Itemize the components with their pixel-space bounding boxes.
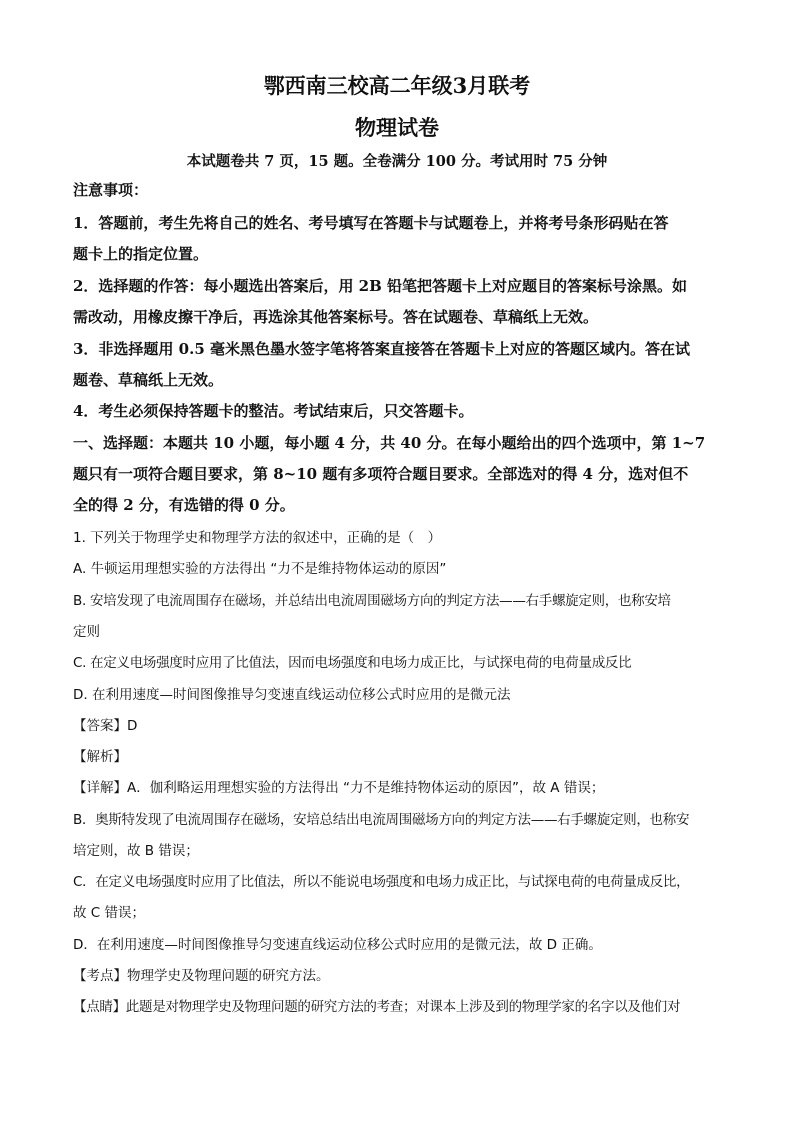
notice-line: 需改动，用橡皮擦干净后，再选涂其他答案标号。答在试题卷、草稿纸上无效。	[73, 308, 599, 326]
detail-line: 【详解】A．伽利略运用理想实验的方法得出 “力不是维持物体运动的原因”，故 A 错误；	[73, 780, 605, 796]
detail-line: 故 C 错误；	[73, 905, 146, 921]
exam-info: 本试题卷共 7 页，15 题。全卷满分 100 分。考试用时 75 分钟	[186, 153, 608, 170]
option-b-continued: 定则	[73, 624, 100, 640]
detail-line: C．在定义电场强度时应用了比值法，所以不能说电场强度和电场力成正比，与试探电荷的电荷量成反比，	[73, 874, 690, 890]
option-c: C. 在定义电场强度时应用了比值法，因而电场强度和电场力成正比，与试探电荷的电荷量成反比	[73, 655, 632, 671]
notice-line: 2．选择题的作答：每小题选出答案后，用 2B 铅笔把答题卡上对应题目的答案标号涂黑。如	[73, 277, 688, 295]
detail-line: D．在利用速度—时间图像推导匀变速直线运动位移公式时应用的是微元法，故 D 正确。	[73, 937, 602, 953]
question-stem: 1. 下列关于物理学史和物理学方法的叙述中，正确的是（ ）	[73, 530, 442, 546]
option-b: B. 安培发现了电流周围存在磁场，并总结出电流周围磁场方向的判定方法——右手螺旋定则，也称安培	[73, 593, 671, 609]
answer-label: 【答案】D	[73, 718, 138, 734]
key-point: 【考点】物理学史及物理问题的研究方法。	[73, 968, 330, 984]
exam-title: 鄂西南三校高二年级3月联考	[263, 73, 531, 98]
section-heading-line: 全的得 2 分，有选错的得 0 分。	[73, 496, 295, 514]
option-d: D. 在利用速度—时间图像推导匀变速直线运动位移公式时应用的是微元法	[73, 687, 511, 703]
subject-title: 物理试卷	[355, 115, 439, 140]
notice-line: 3．非选择题用 0.5 毫米黑色墨水签字笔将答案直接答在答题卡上对应的答题区域内。答在试	[73, 340, 690, 358]
section-heading-line: 题只有一项符合题目要求，第 8~10 题有多项符合题目要求。全部选对的得 4 分，选对但不	[73, 465, 689, 483]
notice-line: 题卡上的指定位置。	[73, 245, 209, 263]
section-heading-line: 一、选择题：本题共 10 小题，每小题 4 分，共 40 分。在每小题给出的四个选项中，第 1~7	[73, 434, 706, 452]
option-a: A. 牛顿运用理想实验的方法得出 “力不是维持物体运动的原因”	[73, 561, 447, 577]
comment-line: 【点睛】此题是对物理学史及物理问题的研究方法的考查；对课本上涉及到的物理学家的名字以及他们对	[73, 999, 681, 1015]
notice-line: 题卷、草稿纸上无效。	[73, 371, 224, 389]
notice-line: 4．考生必须保持答题卡的整洁。考试结束后，只交答题卡。	[73, 402, 474, 420]
detail-line: B．奥斯特发现了电流周围存在磁场，安培总结出电流周围磁场方向的判定方法——右手螺旋定则，也称安	[73, 812, 690, 828]
analysis-heading: 【解析】	[73, 749, 127, 765]
notice-line: 1．答题前，考生先将自己的姓名、考号填写在答题卡与试题卷上，并将考号条形码贴在答	[73, 214, 669, 232]
notice-heading: 注意事项：	[73, 181, 149, 199]
detail-line: 培定则，故 B 错误；	[73, 843, 199, 859]
